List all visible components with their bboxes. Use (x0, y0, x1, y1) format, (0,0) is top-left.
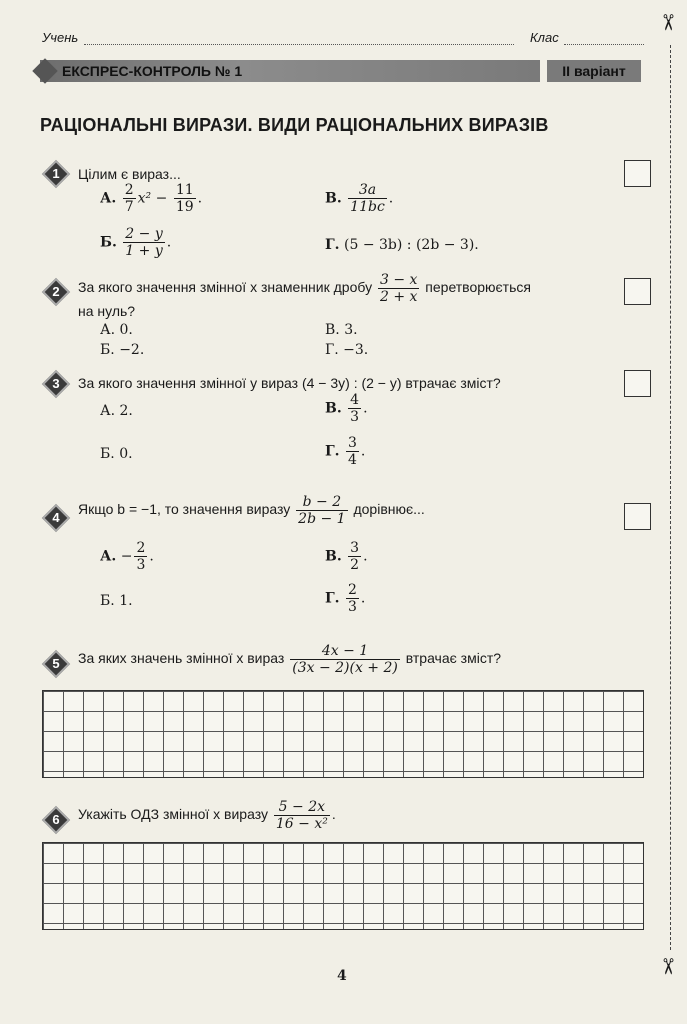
question-1-badge: 1 (42, 160, 70, 188)
q3-option-g[interactable]: Г. $\frac{3}{4}$ . (325, 435, 366, 468)
class-label: Клас (530, 30, 559, 45)
question-4-text: Якщо b = −1, то значення виразу $\frac{b - 2}{2b - 1}$ дорівнює... (78, 494, 425, 527)
question-2-text: За якого значення змінної x знаменник дробу $\frac{3 - x}{2 + x}$ перетворюється (78, 272, 531, 305)
question-6-text: Укажіть ОДЗ змінної x виразу $\frac{5 - 2x}{\text{16 − x²}}$ . (78, 799, 336, 832)
cut-line (670, 45, 671, 950)
q1-option-a[interactable]: А. $\frac{2}{7}$ x² − $\frac{11}{19}$ . (100, 182, 203, 215)
answer-box-2[interactable] (624, 278, 651, 305)
q4-option-g[interactable]: Г. $\frac{2}{3}$ . (325, 582, 366, 615)
q4-option-a[interactable]: А. − $\frac{2}{3}$ . (100, 540, 154, 573)
scissors-icon-bottom: ✂ (654, 957, 680, 976)
question-5-badge: 5 (42, 650, 70, 678)
q2-option-b[interactable]: Б. −2. (100, 342, 145, 358)
question-5-text: За яких значень змінної x вираз $\frac{4x - 1}{(3x - 2)(x + 2)}$ втрачає зміст? (78, 643, 502, 676)
question-2-badge: 2 (42, 278, 70, 306)
q1-option-g[interactable]: Г. (5 − 3b) : (2b − 3). (325, 237, 479, 253)
question-1-text: Цілим є вираз... (78, 166, 181, 182)
page-title: РАЦІОНАЛЬНІ ВИРАЗИ. ВИДИ РАЦІОНАЛЬНИХ ВИРАЗІВ (40, 115, 549, 135)
q1-option-v[interactable]: В. $\frac{3a}{11bc}$ . (325, 182, 394, 215)
question-4-badge: 4 (42, 504, 70, 532)
q4-option-v[interactable]: В. $\frac{3}{2}$ . (325, 540, 368, 573)
header-title: ЕКСПРЕС-КОНТРОЛЬ № 1 (40, 60, 540, 82)
student-name-line[interactable] (84, 44, 514, 45)
question-3-badge: 3 (42, 370, 70, 398)
page-number: 4 (337, 968, 347, 984)
question-6-badge: 6 (42, 806, 70, 834)
answer-box-4[interactable] (624, 503, 651, 530)
answer-grid-5[interactable] (42, 690, 644, 778)
q3-option-b[interactable]: Б. 0. (100, 446, 133, 462)
student-label: Учень (42, 30, 79, 45)
q2-option-v[interactable]: В. 3. (325, 322, 358, 338)
variant-label: II варіант (547, 60, 641, 82)
q4-option-b[interactable]: Б. 1. (100, 593, 133, 609)
answer-box-3[interactable] (624, 370, 651, 397)
q3-option-v[interactable]: В. $\frac{4}{3}$ . (325, 392, 368, 425)
q1-option-b[interactable]: Б. $\frac{2 - y}{1 + y}$ . (100, 226, 172, 259)
answer-box-1[interactable] (624, 160, 651, 187)
question-2-text-line2: на нуль? (78, 303, 136, 319)
q2-option-a[interactable]: А. 0. (100, 322, 133, 338)
question-3-text: За якого значення змінної y вираз (4 − 3y) : (2 − y) втрачає зміст? (78, 375, 501, 391)
scissors-icon: ✂ (654, 13, 680, 32)
q3-option-a[interactable]: А. 2. (100, 403, 133, 419)
q2-option-g[interactable]: Г. −3. (325, 342, 369, 358)
class-line[interactable] (564, 44, 644, 45)
answer-grid-6[interactable] (42, 842, 644, 930)
